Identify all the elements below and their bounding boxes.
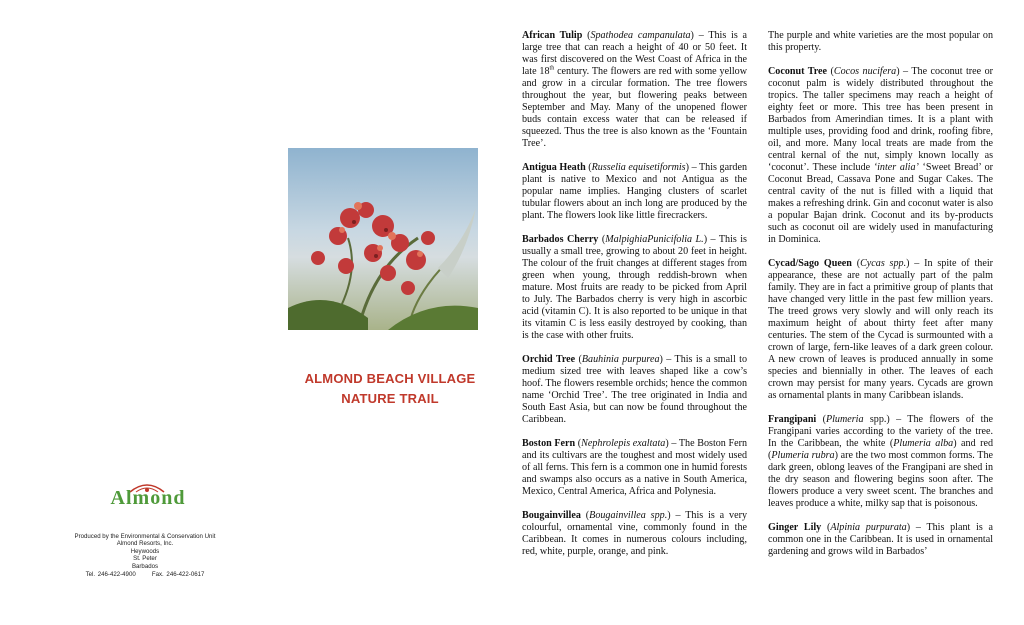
almond-logo-text: Almond: [110, 487, 186, 509]
entry-text-b: ) and red (: [768, 438, 993, 461]
brochure-title: [290, 369, 490, 409]
entry-text: – This plant is a common one in the Caribbean. It is used in ornamental gardening and grows wild in Barbados’: [768, 522, 993, 557]
entry-text: ) – The flowers of the Frangipani varies according to the variety of the tree. In the Caribbean, the white (: [768, 414, 994, 449]
entry-text: – This is usually a small tree, growing to about 20 feet in height. The colour of the fruit changes at different stages from green when young, through reddish-brown when mature. Most fruits are ready to be picked from April to July. The Barbados cherry is very high in ascorbic acid (vitamin C). It is also reported to be unique in that its vitamin C is less easily destroyed by cooking, than is the case with other fruits.: [522, 234, 747, 341]
entry-continuation: The purple and white varieties are the most popular on this property.: [768, 30, 993, 53]
entry-orchid-tree: Orchid Tree (Bauhinia purpurea) – This is a small to medium sized tree with leaves shaped like a cow’s hoof. The flowers resemble orchids; hence the common name ‘Orchid Tree’. The tree originated in India and South East Asia, but can now be found throughout the Caribbean.: [522, 354, 747, 425]
entry-name: Ginger Lily: [768, 522, 822, 533]
african-tulip-image: [288, 148, 478, 330]
text-column-2: [768, 30, 993, 570]
entry-boston-fern: Boston Fern (Nephrolepis exaltata) – The Boston Fern and its cultivars are the toughest and most widely used of all ferns. This fern is a common one in humid forests and swamps also occurs as a native in South America, Mexico, Central America, Africa and Polynesia.: [522, 438, 748, 497]
producer-line-1: Produced by the Environmental & Conservation Unit: [74, 533, 216, 540]
entry-barbados-cherry: Barbados Cherry (MalpighiaPunicifolia L.) – This is usually a small tree, growing to about 20 feet in height. The colour of the fruit changes at different stages from green when young, through reddish-brown when mature. Most fruits are ready to be picked from April to July. The Barbados cherry is very high in ascorbic acid (vitamin C). It is also reported to be unique in that its vitamin C is less easily destroyed by cooking, than is the case with other fruits.: [522, 234, 747, 341]
title-line-1: ALMOND BEACH VILLAGE: [304, 371, 476, 386]
entry-latin: Cycas spp.: [860, 258, 907, 269]
entry-name: Antigua Heath: [522, 162, 586, 173]
producer-line-5: Barbados: [131, 562, 159, 570]
entry-text-b: ‘Sweet Bread’ or Coconut Bread, Cassava Pone and Sugar Cakes. The central cavity of the nut is filled with a liquid that makes a refreshing drink. Gin and coconut water is also a popular Bajan drink. Coconut and its by-products such as coconut oil are widely used in manufacturing in Dominica.: [768, 162, 993, 245]
entry-text: – This is a large tree that can reach a height of 40 or 50 feet. It was first discovered on the West Coast of Africa in the late 18: [522, 30, 748, 77]
entry-text: – In spite of their appearance, these are not actually part of the palm family. They are in fact a primitive group of plants that have changed very little in the past few million years. The treed grows very slowly and will only reach its maximum height of about thirty feet after many centuries. The stem of the Cycad is surmounted with a crown of large, fern-like leaves of a dark green colour. A new crown of leaves is produced annually in some species and biennially in other. The leaves of each crown may persist for many years. Cycads are grown as ornamental plants in many Caribbean islands.: [768, 258, 993, 401]
entry-latin: Russelia equisetiformis: [591, 162, 686, 173]
entry-latin: Plumeria: [825, 414, 864, 425]
entry-name: Boston Fern: [522, 438, 576, 449]
entry-latin: Cocos nucifera: [833, 66, 897, 77]
producer-fax: Fax. 246-422-0617: [151, 571, 205, 579]
entry-latin: Spathodea campanulata: [590, 30, 691, 41]
entry-sup: th: [549, 65, 555, 72]
entry-name: Orchid Tree: [522, 354, 576, 365]
producer-tel: Tel. 246-422-4900: [85, 571, 136, 579]
entry-latin: Bauhinia purpurea: [581, 354, 660, 365]
entry-text: – The coconut tree or coconut palm is widely distributed throughout the tropics. The taller specimens may reach a height of eighty feet or more. This tree has been present in Barbados from Amerindian times. It is a plant with multiple uses, providing food and drink, roofing fibre, oil, and more. Many local treats are made from the central kernal of the nut, simply known locally as ‘coconut’. These include: [768, 66, 993, 173]
text-column-1: [522, 30, 747, 570]
entry-text: – This is a very colourful, ornamental vine, commonly found in the Caribbean. It comes in numerous colours including, red, white, purple, orange, and pink.: [522, 510, 747, 557]
entry-text: – This is a small to medium sized tree with leaves shaped like a cow’s hoof. The flowers resemble orchids; hence the common name ‘Orchid Tree’. The tree originated in India and South East Asia, but can now be found throughout the Caribbean.: [522, 354, 747, 425]
entry-name: Bougainvillea: [522, 510, 581, 521]
entry-name: African Tulip: [522, 30, 583, 41]
entry-latin: Nephrolepis exaltata: [581, 438, 666, 449]
entry-latin: Bougainvillea spp.: [589, 510, 668, 521]
entry-inter-alia: ‘inter alia’: [873, 162, 919, 173]
title-line-2: NATURE TRAIL: [341, 391, 439, 406]
producer-credits: [55, 533, 235, 578]
entry-bougainvillea: Bougainvillea (Bougainvillea spp.) – This is a very colourful, ornamental vine, commonly found in the Caribbean. It comes in numerous colours including, red, white, purple, orange, and pink.: [522, 510, 747, 557]
entry-frangipani: Frangipani (Plumeria spp.) – The flowers of the Frangipani varies according to the variety of the tree. In the Caribbean, the white (Plumeria alba) and red (Plumeria rubra) are the two most common forms. The dark green, oblong leaves of the Frangipani are shed in the dry season and flowering begins soon after. The flowers produce a very sweet scent. The branches and leaves produce a white, milky sap that is poisonous.: [768, 414, 994, 509]
entry-name: Barbados Cherry: [522, 234, 599, 245]
entry-cycad: Cycad/Sago Queen (Cycas spp.) – In spite of their appearance, these are not actually part of the palm family. They are in fact a primitive group of plants that have changed very little in the past few million years. The treed grows very slowly and will only reach its maximum height of about thirty feet after many centuries. The stem of the Cycad is surmounted with a crown of large, fern-like leaves of a dark green colour. A new crown of leaves is produced annually in some species and biennially in other. The leaves of each crown may persist for many years. Cycads are grown as ornamental plants in many Caribbean islands.: [768, 258, 993, 401]
entry-latin-rubra: Plumeria rubra: [771, 450, 835, 461]
entry-coconut-tree: Coconut Tree (Cocos nucifera) – The coconut tree or coconut palm is widely distributed throughout the tropics. The taller specimens may reach a height of eighty feet or more. This tree has been present in Barbados from Amerindian times. It is a plant with multiple uses, providing food and drink, roofing fibre, oil, and more. Many local treats are made from the central kernal of the nut, simply known locally as ‘coconut’. These include ‘inter alia’ ‘Sweet Bread’ or Coconut Bread, Cassava Pone and Sugar Cakes. The central cavity of the nut is filled with a liquid that makes a refreshing drink. Gin and coconut water is also a popular Bajan drink. Coconut and its by-products such as coconut oil are widely used in manufacturing in Dominica.: [768, 66, 993, 245]
entry-text: – This garden plant is native to Mexico and not Antigua as the popular name implies. Hanging clusters of scarlet tubular flowers about an inch long are produced by the plant. The flowers look like little firecrackers.: [522, 162, 747, 221]
producer-line-2: Almond Resorts, Inc.: [116, 540, 174, 548]
entry-name: Coconut Tree: [768, 66, 827, 77]
entry-name: Cycad/Sago Queen: [768, 258, 852, 269]
entry-name: Frangipani: [768, 414, 817, 425]
flower-photo: [288, 148, 478, 330]
entry-text-c: ) are the two most common forms. The dark green, oblong leaves of the Frangipani are shed in the dry season and flowering begins soon after. The flowers produce a very sweet scent. The branches and leaves produce a white, milky sap that is poisonous.: [768, 450, 993, 509]
producer-line-4: St. Peter: [133, 555, 157, 563]
entry-antigua-heath: Antigua Heath (Russelia equisetiformis) – This garden plant is native to Mexico and not Antigua as the popular name implies. Hanging clusters of scarlet tubular flowers about an inch long are produced by the plant. The flowers look like little firecrackers.: [522, 162, 747, 221]
producer-contact: [55, 571, 235, 578]
entry-latin-suffix: spp.: [863, 414, 887, 425]
entry-latin-alba: Plumeria alba: [893, 438, 954, 449]
producer-line-3: Heywoods: [130, 547, 160, 555]
entry-text-b: century. The flowers are red with some yellow and grow in a circular formation. The tree flowers throughout the year, but flowering peaks between September and May. Many of the unopened flower buds contain excess water that can be released if squeezed. Thus the tree is also known as the ‘Fountain Tree’.: [522, 66, 747, 149]
entry-african-tulip: African Tulip (Spathodea campanulata) – This is a large tree that can reach a height of 40 or 50 feet. It was first discovered on the West Coast of Africa in the late 18th century. The flowers are red with some yellow and grow in a circular formation. The tree flowers throughout the year, but flowering peaks between September and May. Many of the unopened flower buds contain excess water that can be released if squeezed. Thus the tree is also known as the ‘Fountain Tree’.: [522, 30, 748, 149]
entry-latin: MalpighiaPunicifolia L.: [605, 234, 704, 245]
entry-ginger-lily: Ginger Lily (Alpinia purpurata) – This plant is a common one in the Caribbean. It is used in ornamental gardening and grows wild in Barbados’: [768, 522, 993, 557]
entry-latin: Alpinia purpurata: [830, 522, 907, 533]
entry-text: – The Boston Fern and its cultivars are the toughest and most widely used of all ferns. This fern is a common one in humid forests and swamps also occurs as a native in South America, Mexico, Central America, Africa and Polynesia.: [522, 438, 748, 497]
